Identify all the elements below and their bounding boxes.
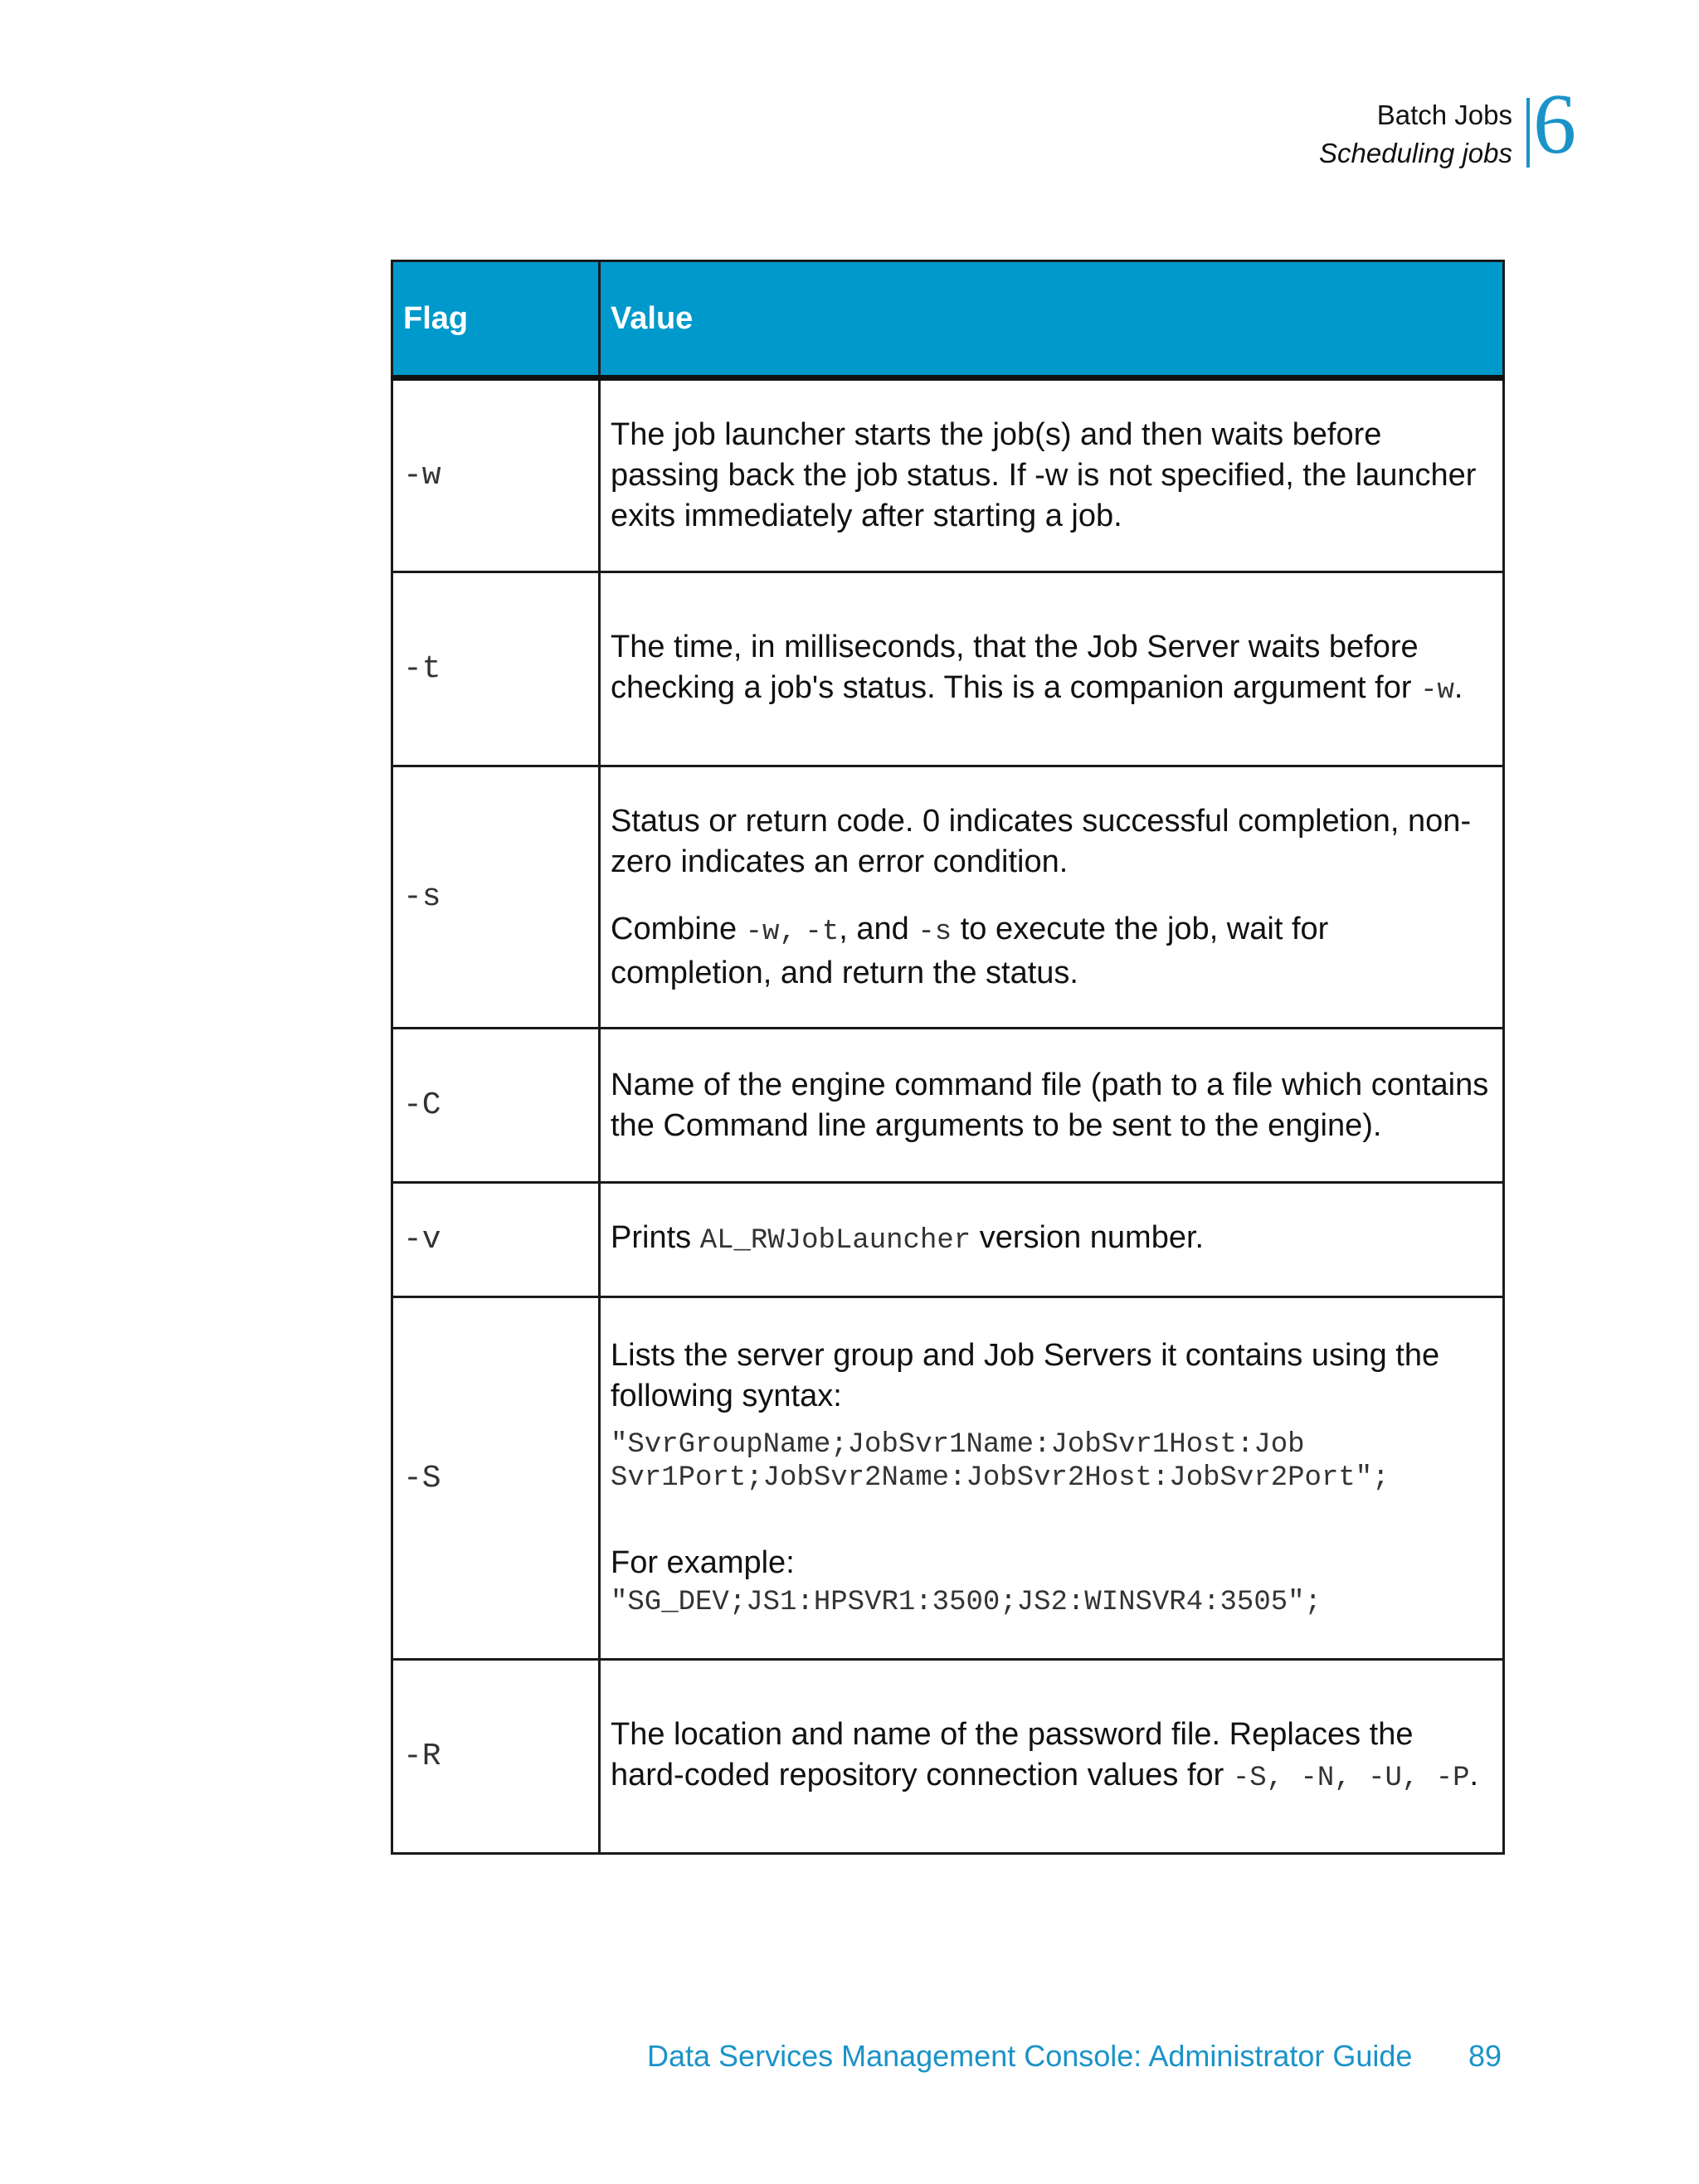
table-row — [392, 1183, 1504, 1297]
chapter-divider — [1526, 98, 1530, 168]
syntax-line: Svr1Port;JobSvr2Name:JobSvr2Host:JobSvr2Port"; — [611, 1462, 1390, 1494]
value-text: to execute the job, wait for completion, and return the status. — [611, 911, 1329, 990]
flag-cell: -w — [392, 378, 600, 572]
page-number: 89 — [1468, 2039, 1502, 2073]
value-paragraph — [611, 909, 1492, 994]
syntax-line: "SvrGroupName;JobSvr1Name:JobSvr1Host:Job — [611, 1428, 1305, 1461]
value-text: Prints — [611, 1220, 692, 1255]
value-end: . — [1469, 1757, 1479, 1792]
column-header-value: Value — [600, 261, 1504, 378]
footer-title: Data Services Management Console: Administrator Guide — [647, 2039, 1413, 2073]
flag-cell: -t — [392, 572, 600, 766]
value-cell: The job launcher starts the job(s) and then waits before passing back the job status. If -w is not specified, the launcher exits immediately after starting a job. — [600, 378, 1504, 572]
value-paragraph: Lists the server group and Job Servers it contains using the following syntax: — [611, 1337, 1440, 1413]
value-cell — [600, 1660, 1504, 1854]
flag-cell: -v — [392, 1183, 600, 1297]
table-row — [392, 378, 1504, 572]
chapter-title: Batch Jobs — [1376, 100, 1512, 130]
value-cell — [600, 1297, 1504, 1660]
table-row — [392, 572, 1504, 766]
value-text: version number. — [979, 1220, 1205, 1255]
flags-table — [391, 260, 1505, 1855]
value-end: . — [1453, 669, 1463, 705]
value-cell — [600, 1183, 1504, 1297]
value-text: Combine — [611, 911, 738, 946]
running-header — [1319, 96, 1512, 173]
value-text: The time, in milliseconds, that the Job Server waits before checking a job's status. This is a companion argument for — [611, 629, 1419, 705]
flag-cell: -S — [392, 1297, 600, 1660]
chapter-number: 6 — [1533, 76, 1576, 172]
table-row — [392, 1660, 1504, 1854]
syntax-code — [611, 1428, 1492, 1495]
value-code: -t — [805, 916, 840, 948]
value-code: -s — [918, 916, 952, 948]
value-code: -w — [1420, 674, 1454, 707]
table-row — [392, 766, 1504, 1029]
flag-cell: -R — [392, 1660, 600, 1854]
value-text: , and — [839, 911, 909, 946]
table-header-row — [392, 261, 1504, 378]
value-text: The location and name of the password file. Replaces the hard-coded repository connection values for — [611, 1716, 1414, 1792]
example-label: For example: — [611, 1544, 795, 1580]
section-title: Scheduling jobs — [1319, 138, 1512, 168]
value-cell: Name of the engine command file (path to a file which contains the Command line arguments to be sent to the engine). — [600, 1029, 1504, 1183]
example-code: "SG_DEV;JS1:HPSVR1:3500;JS2:WINSVR4:3505"; — [611, 1586, 1322, 1618]
flag-cell: -s — [392, 766, 600, 1029]
table-row — [392, 1029, 1504, 1183]
value-paragraph: Status or return code. 0 indicates successful completion, non-zero indicates an error condition. — [611, 803, 1472, 879]
value-code: -S, -N, -U, -P — [1232, 1762, 1470, 1794]
value-code: AL_RWJobLauncher — [699, 1225, 971, 1257]
table-row — [392, 1297, 1504, 1660]
value-code: -w, — [745, 916, 796, 948]
value-cell — [600, 572, 1504, 766]
value-cell — [600, 766, 1504, 1029]
flag-cell: -C — [392, 1029, 600, 1183]
column-header-flag: Flag — [392, 261, 600, 378]
